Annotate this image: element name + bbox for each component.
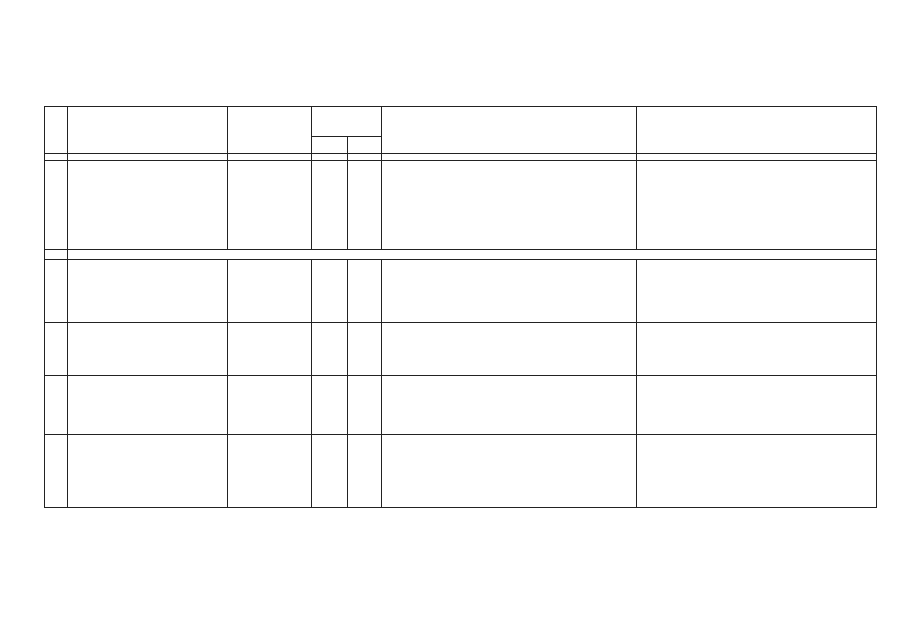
header-num [45, 107, 68, 154]
row-responsible [228, 376, 312, 435]
row-name [68, 161, 228, 250]
header-row [45, 107, 877, 137]
table-row [45, 323, 877, 376]
row-num [45, 260, 68, 323]
table-row [45, 376, 877, 435]
table-row [45, 260, 877, 323]
page-number [444, 24, 464, 33]
section-row [45, 250, 877, 260]
row-indicators [637, 435, 877, 508]
row-responsible [228, 260, 312, 323]
row-end [348, 161, 382, 250]
row-responsible [228, 435, 312, 508]
header-result [382, 107, 637, 154]
row-name [68, 323, 228, 376]
column-number [68, 154, 228, 161]
header-period-start [312, 137, 348, 154]
column-number [312, 154, 348, 161]
row-end [348, 323, 382, 376]
row-start [312, 323, 348, 376]
header-indicators [637, 107, 877, 154]
row-end [348, 260, 382, 323]
row-name [68, 435, 228, 508]
section-title [68, 250, 877, 260]
column-number [637, 154, 877, 161]
row-num [45, 376, 68, 435]
row-indicators [637, 323, 877, 376]
row-end [348, 376, 382, 435]
header-period [312, 107, 382, 137]
measures-table [44, 106, 877, 508]
column-number-row [45, 154, 877, 161]
header-name [68, 107, 228, 154]
row-name [68, 260, 228, 323]
row-end [348, 435, 382, 508]
column-number [45, 154, 68, 161]
row-responsible [228, 161, 312, 250]
row-start [312, 435, 348, 508]
row-indicators [637, 376, 877, 435]
row-result [382, 376, 637, 435]
table-row [45, 161, 877, 250]
row-num [45, 435, 68, 508]
row-start [312, 161, 348, 250]
row-num [45, 323, 68, 376]
row-result [382, 260, 637, 323]
header-period-end [348, 137, 382, 154]
row-num [45, 161, 68, 250]
row-start [312, 260, 348, 323]
row-responsible [228, 323, 312, 376]
row-result [382, 323, 637, 376]
row-name [68, 376, 228, 435]
column-number [348, 154, 382, 161]
row-result [382, 161, 637, 250]
header-responsible [228, 107, 312, 154]
row-start [312, 376, 348, 435]
column-number [382, 154, 637, 161]
row-result [382, 435, 637, 508]
row-indicators [637, 161, 877, 250]
section-num [45, 250, 68, 260]
table-row [45, 435, 877, 508]
row-indicators [637, 260, 877, 323]
column-number [228, 154, 312, 161]
